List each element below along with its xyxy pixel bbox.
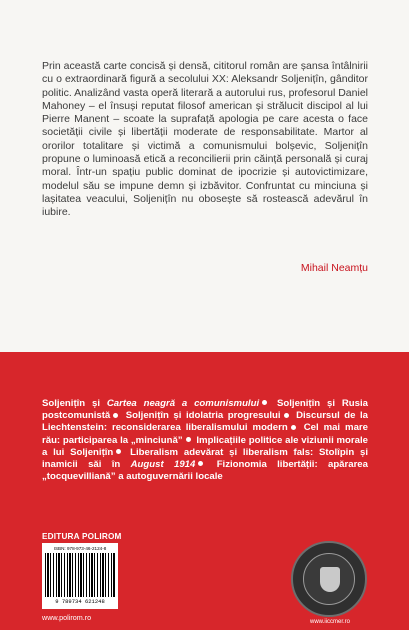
back-cover-red-panel — [0, 352, 409, 630]
bullet-icon — [113, 413, 118, 418]
seal-website: www.iiccmer.ro — [309, 619, 350, 625]
institute-seal-icon — [291, 541, 367, 617]
contents-item: Implicațiile politice ale viziunii morale a lui Soljenițîn — [42, 434, 368, 458]
barcode-bars — [45, 553, 115, 597]
contents-item: Cel mai mare rău: participarea la „minciună” — [42, 422, 368, 446]
barcode-digits: 9 789734 621248 — [55, 598, 105, 605]
bullet-icon — [186, 437, 191, 442]
bullet-icon — [284, 413, 289, 418]
bullet-icon — [198, 461, 203, 466]
publisher-website: www.polirom.ro — [42, 613, 92, 622]
contents-item: Soljenițîn și Rusia postcomunistă — [42, 398, 368, 422]
contents-item: Discursul de la Liechtenstein: reconsiderarea liberalismului modern — [42, 410, 368, 434]
bullet-icon — [262, 400, 267, 405]
isbn-barcode — [42, 543, 118, 609]
isbn-label: ISBN: 978-973-46-2124-8 — [53, 546, 107, 551]
contents-item: Fizionomia libertății: apărarea „tocquevilliană” a autoguvernării locale — [42, 459, 368, 483]
coat-of-arms-icon — [320, 567, 340, 592]
contents-item: Soljenițîn și idolatria progresului — [125, 410, 281, 422]
contents-item: Liberalism adevărat și liberalism fals: Stolîpin și inamicii săi în August 1914 — [42, 446, 369, 471]
contents-list — [42, 398, 368, 483]
bullet-icon — [291, 425, 296, 430]
blurb-signature: Mihail Neamțu — [300, 262, 368, 274]
bullet-icon — [116, 449, 121, 454]
contents-item: Soljenițîn și Cartea neagră a comunismului — [42, 398, 260, 409]
blurb-text: Prin această carte concisă și densă, cititorul român are șansa întâlnirii cu o extraordinară figură a secolului XX: Aleksandr Soljenițîn, gânditor politic. Analizând vasta operă literară a autorului rus, profesorul Daniel Mahoney – el însuși reputat filosof american și strălucit discipol al lui Pierre Manent – scoate la suprafață apologia pe care acesta o face societății civile și libertății moderate de responsabilitate. Martor al ororilor totalitare și victimă a comunismului bolșevic, Soljenițîn propune o luminoasă etică a reconcilierii prin căință personală și curaj moral. Într-un spațiu public dominat de ipocrizie și autovictimizare, modelul său se impune demn și izbăvitor. Confruntat cu minciuna și lașitatea veacului, Soljenițîn nu obosește să rostească adevărul în iubire. — [42, 60, 368, 219]
publisher-name: EDITURA POLIROM — [42, 532, 122, 541]
